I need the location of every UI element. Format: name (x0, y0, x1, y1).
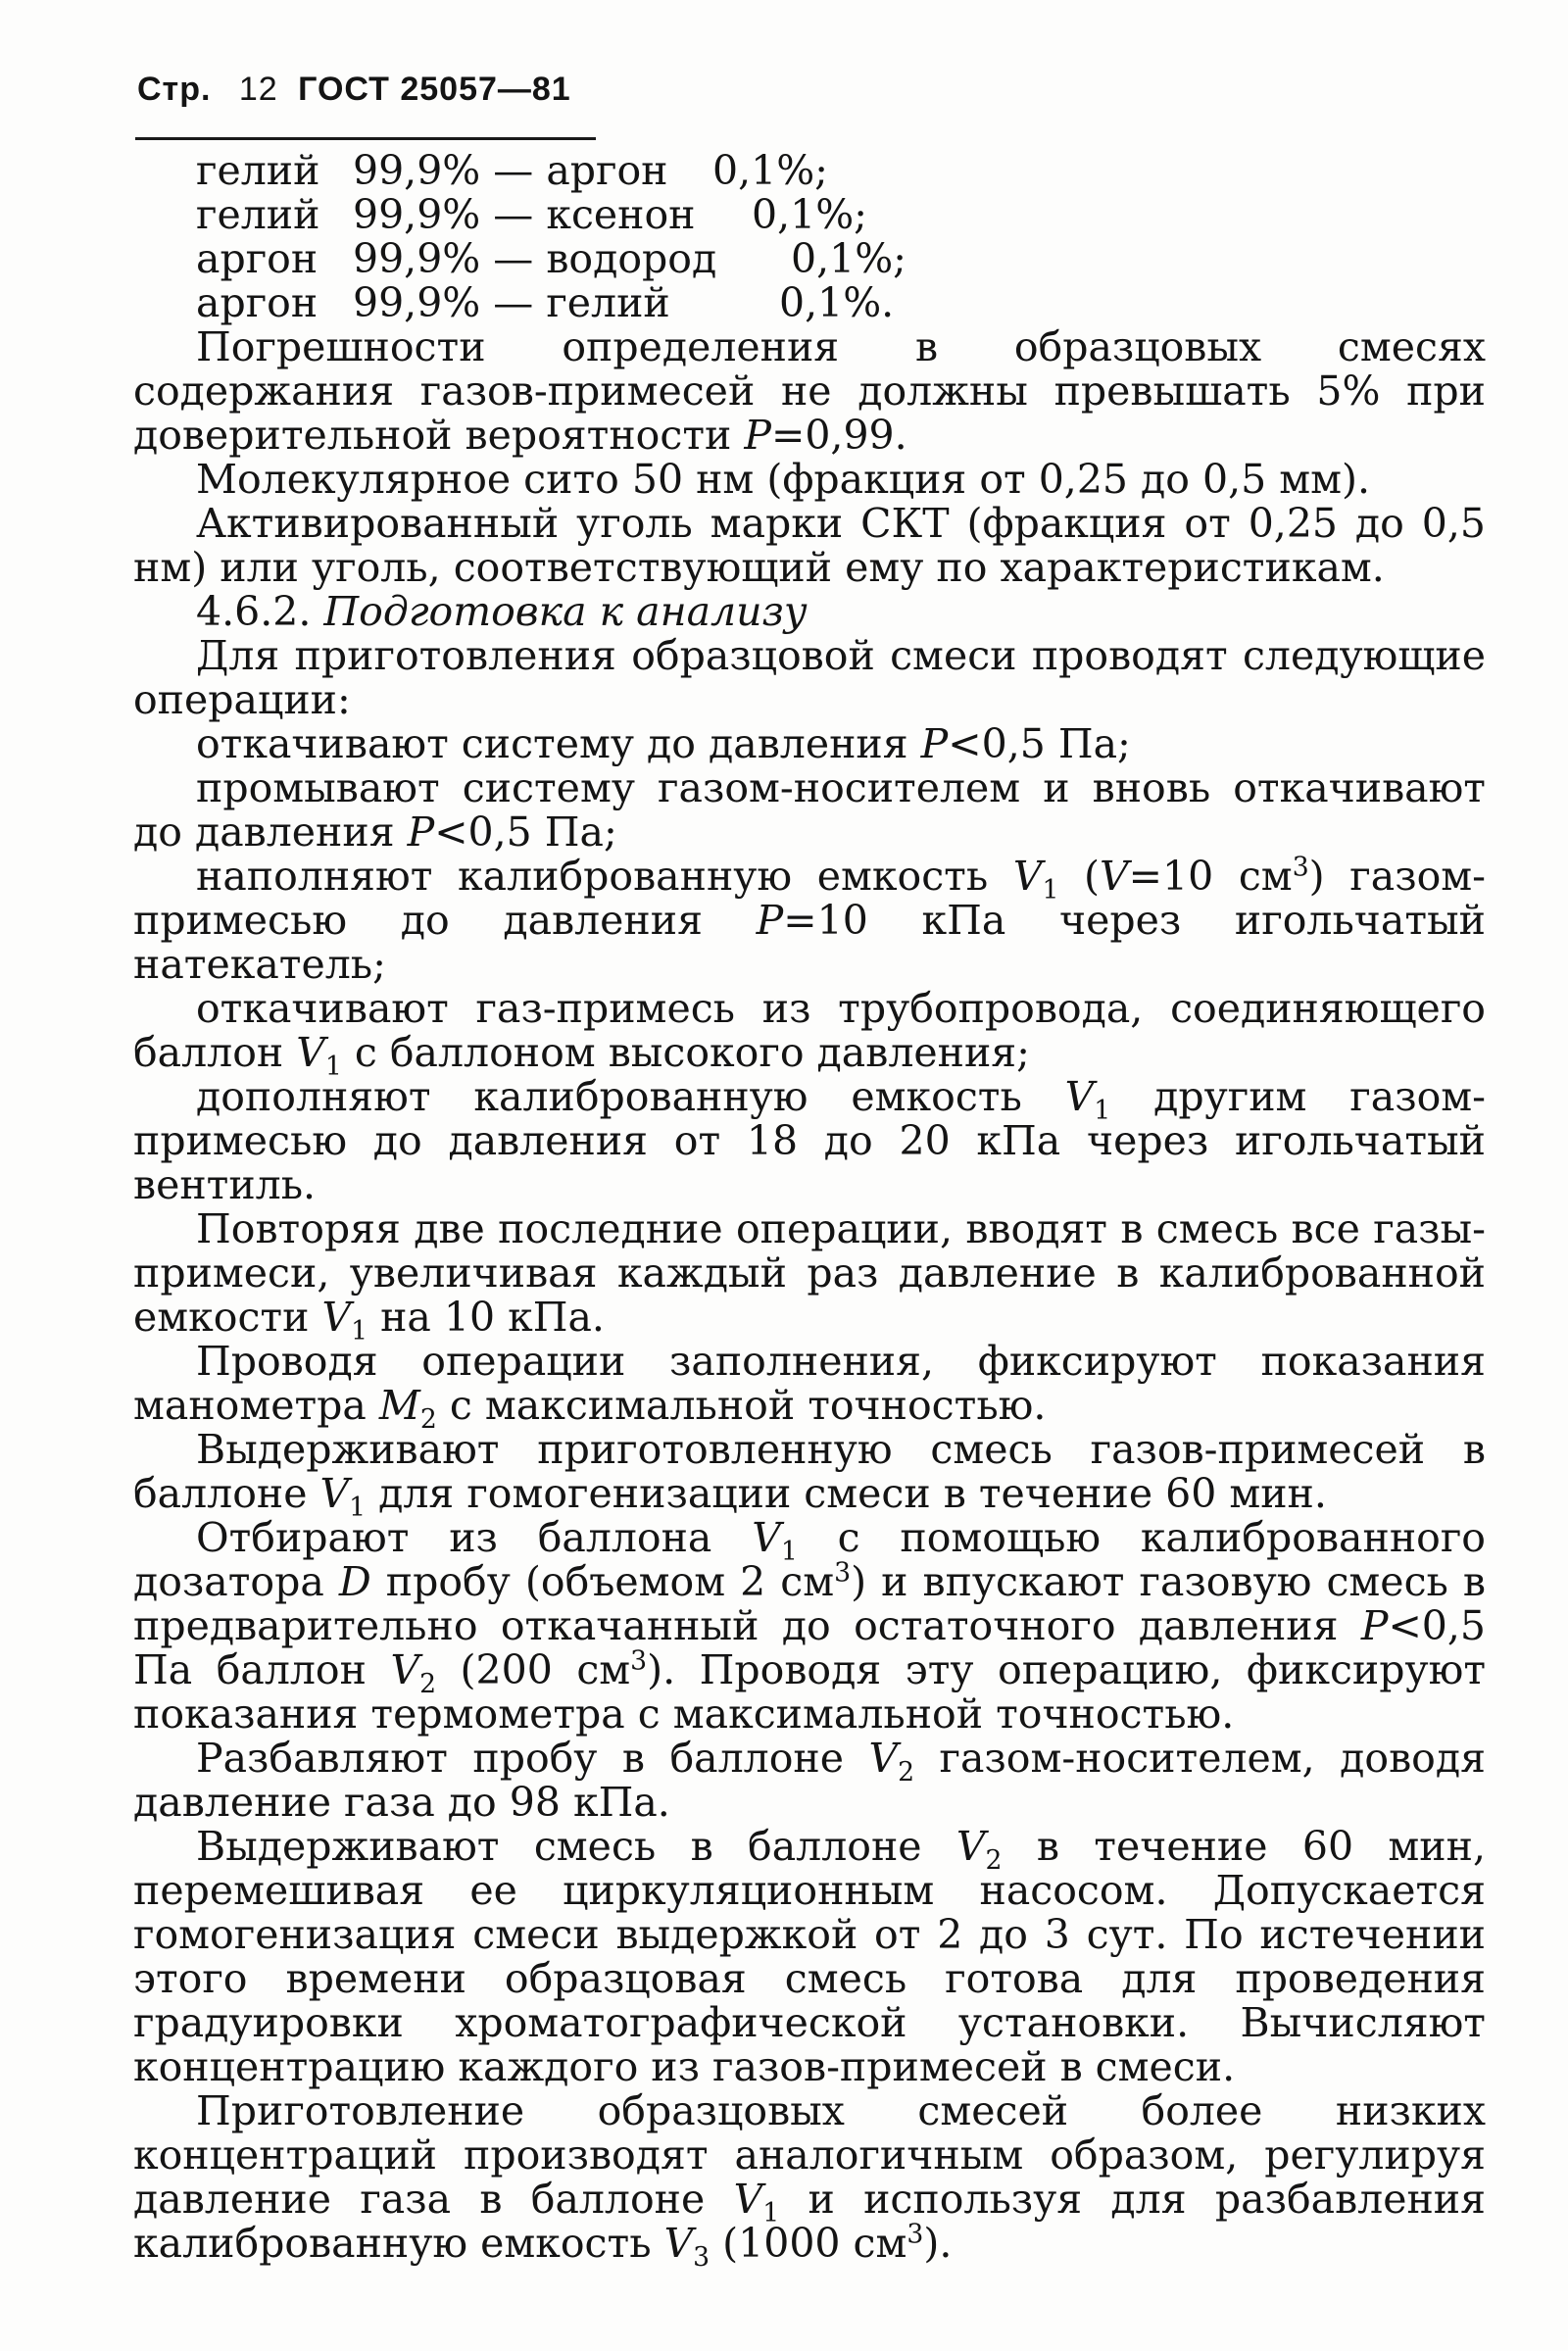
superscript: 3 (630, 1645, 648, 1677)
text-run: =10 кПа через игольчатый натекатель; (133, 897, 1486, 988)
text-run: Отбирают из баллона (196, 1514, 753, 1561)
text-run: газом-носителем, доводя давление газа до 98 кПа. (133, 1735, 1486, 1826)
text-run: в течение 60 мин, перемешивая ее циркуляционным насосом. Допускается гомогенизация смеси выдержкой от 2 до 3 сут. По истечении этого времени образцовая смесь готова для проведения градуировки хроматографической установки. Вычисляют концентрацию каждого из газов-примесей в смеси. (133, 1823, 1486, 2090)
text-run: откачивают систему до давления (196, 720, 921, 767)
text-run: другим газом-примесью до давления от 18 до 20 кПа через игольчатый вентиль. (133, 1073, 1487, 1208)
base-gas: аргон (196, 235, 318, 282)
gas-mixture-row: аргон 99,9% — водород 0,1%; (196, 235, 906, 282)
text-run: Повторяя две последние операции, вводят в смесь все газы-примеси, увеличивая каждый раз давление в калиброванной емкости (133, 1205, 1486, 1341)
operation-item (133, 852, 1486, 988)
subscript: 1 (780, 1537, 798, 1568)
symbol-v: V (752, 1514, 781, 1561)
paragraph-carbon (133, 502, 1486, 590)
symbol-p: P (744, 412, 771, 459)
page-number: 12 (238, 71, 278, 108)
text-run: дополняют калиброванную емкость (196, 1073, 1065, 1120)
operation-item (133, 1075, 1486, 1207)
text-run: Разбавляют пробу в баллоне (196, 1735, 869, 1782)
paragraph-fill (133, 1338, 1486, 1436)
base-gas: аргон (196, 279, 318, 326)
symbol-p: P (1360, 1602, 1389, 1649)
subscript: 2 (898, 1757, 915, 1788)
text-run: <0,5 Па; (948, 720, 1131, 767)
paragraph-errors (133, 325, 1486, 458)
symbol-v: V (319, 1470, 350, 1517)
text-run: ( (1058, 853, 1101, 900)
text-run: =0,99. (770, 412, 907, 459)
text-run: ). (923, 2220, 953, 2267)
superscript: 3 (834, 1557, 852, 1589)
text-run: Выдерживают смесь в баллоне (196, 1823, 956, 1870)
symbol-m: M (378, 1382, 420, 1429)
subscript: 2 (985, 1845, 1003, 1877)
text-run: для гомогенизации смеси в течение 60 мин. (366, 1470, 1327, 1517)
paragraph-keep (133, 1825, 1486, 2089)
symbol-v: V (1100, 853, 1129, 900)
text-run: с помощью калиброванного дозатора (133, 1514, 1486, 1605)
text-run: наполняют калиброванную емкость (196, 853, 1013, 900)
text-run: ) и впускают газовую смесь в предварительно откачанный до остаточного давления (133, 1558, 1486, 1649)
header-rule (135, 137, 596, 140)
subscript: 3 (693, 2242, 710, 2274)
text-run: с баллоном высокого давления; (341, 1029, 1030, 1076)
subscript: 1 (1094, 1096, 1111, 1127)
symbol-v: V (868, 1735, 899, 1782)
text-run: (1000 см (710, 2220, 907, 2267)
operation-item (133, 985, 1486, 1083)
text-run: промывают систему газом-носителем и вновь откачивают до давления (133, 764, 1486, 856)
base-percent: 99,9% — водород (353, 235, 717, 282)
text-run: на 10 кПа. (368, 1294, 605, 1341)
page-label: Стр. (137, 71, 212, 108)
text-run: откачивают газ-примесь из трубопровода, соединяющего баллон (133, 985, 1486, 1076)
base-percent: 99,9% — аргон (353, 147, 668, 194)
symbol-v: V (390, 1646, 420, 1693)
paragraph-repeat (133, 1205, 1486, 1347)
symbol-v: V (733, 2176, 763, 2223)
gas-mixture-row: гелий 99,9% — аргон 0,1%; (196, 147, 828, 194)
paragraph-sample (133, 1516, 1486, 1737)
paragraph-low-concentration (133, 2087, 1486, 2274)
section-title: Подготовка к анализу (323, 588, 808, 635)
page-header (137, 71, 571, 109)
section-number: 4.6.2. (196, 588, 312, 635)
base-gas: гелий (196, 147, 320, 194)
symbol-v: V (1012, 853, 1043, 900)
symbol-p: P (756, 897, 784, 944)
document-body (133, 323, 1487, 2274)
text-run: и используя для разбавления калиброванную емкость (133, 2176, 1486, 2267)
text-run: Приготовление образцовых смесей более низких концентраций производят аналогичным образом, регулируя давление газа в баллоне (133, 2087, 1486, 2223)
superscript: 3 (906, 2219, 924, 2250)
subscript: 2 (419, 1404, 437, 1436)
text-run: Выдерживают приготовленную смесь газов-примесей в баллоне (133, 1426, 1486, 1517)
text-run: ) газом-примесью до давления (133, 853, 1486, 944)
operation-item (133, 722, 1486, 766)
text-run: <0,5 Па баллон (133, 1602, 1486, 1693)
text-run: Молекулярное сито 50 нм (фракция от 0,25 до 0,5 мм). (196, 456, 1371, 503)
base-gas: гелий (196, 191, 320, 238)
gas-mixture-row: аргон 99,9% — гелий 0,1%. (196, 279, 895, 326)
symbol-p: P (920, 720, 949, 767)
subscript: 1 (351, 1316, 368, 1347)
symbol-v: V (663, 2220, 694, 2267)
text-run: (200 см (436, 1646, 631, 1693)
text-run: =10 см (1128, 853, 1293, 900)
paragraph-prep (133, 634, 1486, 722)
text-run: Для приготовления образцовой смеси проводят следующие операции: (133, 632, 1486, 723)
operation-item (133, 766, 1486, 855)
paragraph-dilute (133, 1737, 1486, 1825)
symbol-p: P (407, 808, 435, 856)
standard-number: ГОСТ 25057—81 (298, 71, 571, 108)
symbol-v: V (1064, 1073, 1095, 1120)
gas-mixture-list (196, 147, 906, 326)
symbol-v: V (296, 1029, 325, 1076)
subscript: 1 (324, 1052, 342, 1083)
subscript: 1 (349, 1493, 367, 1524)
subscript: 2 (419, 1669, 437, 1700)
symbol-d: D (338, 1558, 371, 1605)
paragraph-sieve (133, 458, 1486, 502)
gas-mixture-row: гелий 99,9% — ксенон 0,1%; (196, 191, 867, 238)
text-run: Активированный уголь марки СКТ (фракция от 0,25 до 0,5 нм) или уголь, соответствующий ему по характеристикам. (133, 500, 1486, 591)
text-run: ). Проводя эту операцию, фиксируют показания термометра с максимальной точностью. (133, 1646, 1487, 1738)
paragraph-hold (133, 1426, 1486, 1524)
subscript: 1 (762, 2198, 780, 2229)
text-run: Погрешности определения в образцовых смесях содержания газов-примесей не должны превышать 5% при доверительной вероятности (133, 323, 1486, 459)
text-run: с максимальной точностью. (436, 1382, 1047, 1429)
section-heading (133, 590, 1486, 634)
text-run: Проводя операции заполнения, фиксируют показания манометра (133, 1338, 1486, 1429)
symbol-v: V (956, 1823, 986, 1870)
subscript: 1 (1042, 875, 1059, 906)
base-percent: 99,9% — ксенон (353, 191, 696, 238)
symbol-v: V (321, 1294, 352, 1341)
superscript: 3 (1292, 852, 1309, 883)
text-run: <0,5 Па; (434, 808, 617, 856)
base-percent: 99,9% — гелий (353, 279, 670, 326)
text-run: пробу (объемом 2 см (370, 1558, 835, 1605)
